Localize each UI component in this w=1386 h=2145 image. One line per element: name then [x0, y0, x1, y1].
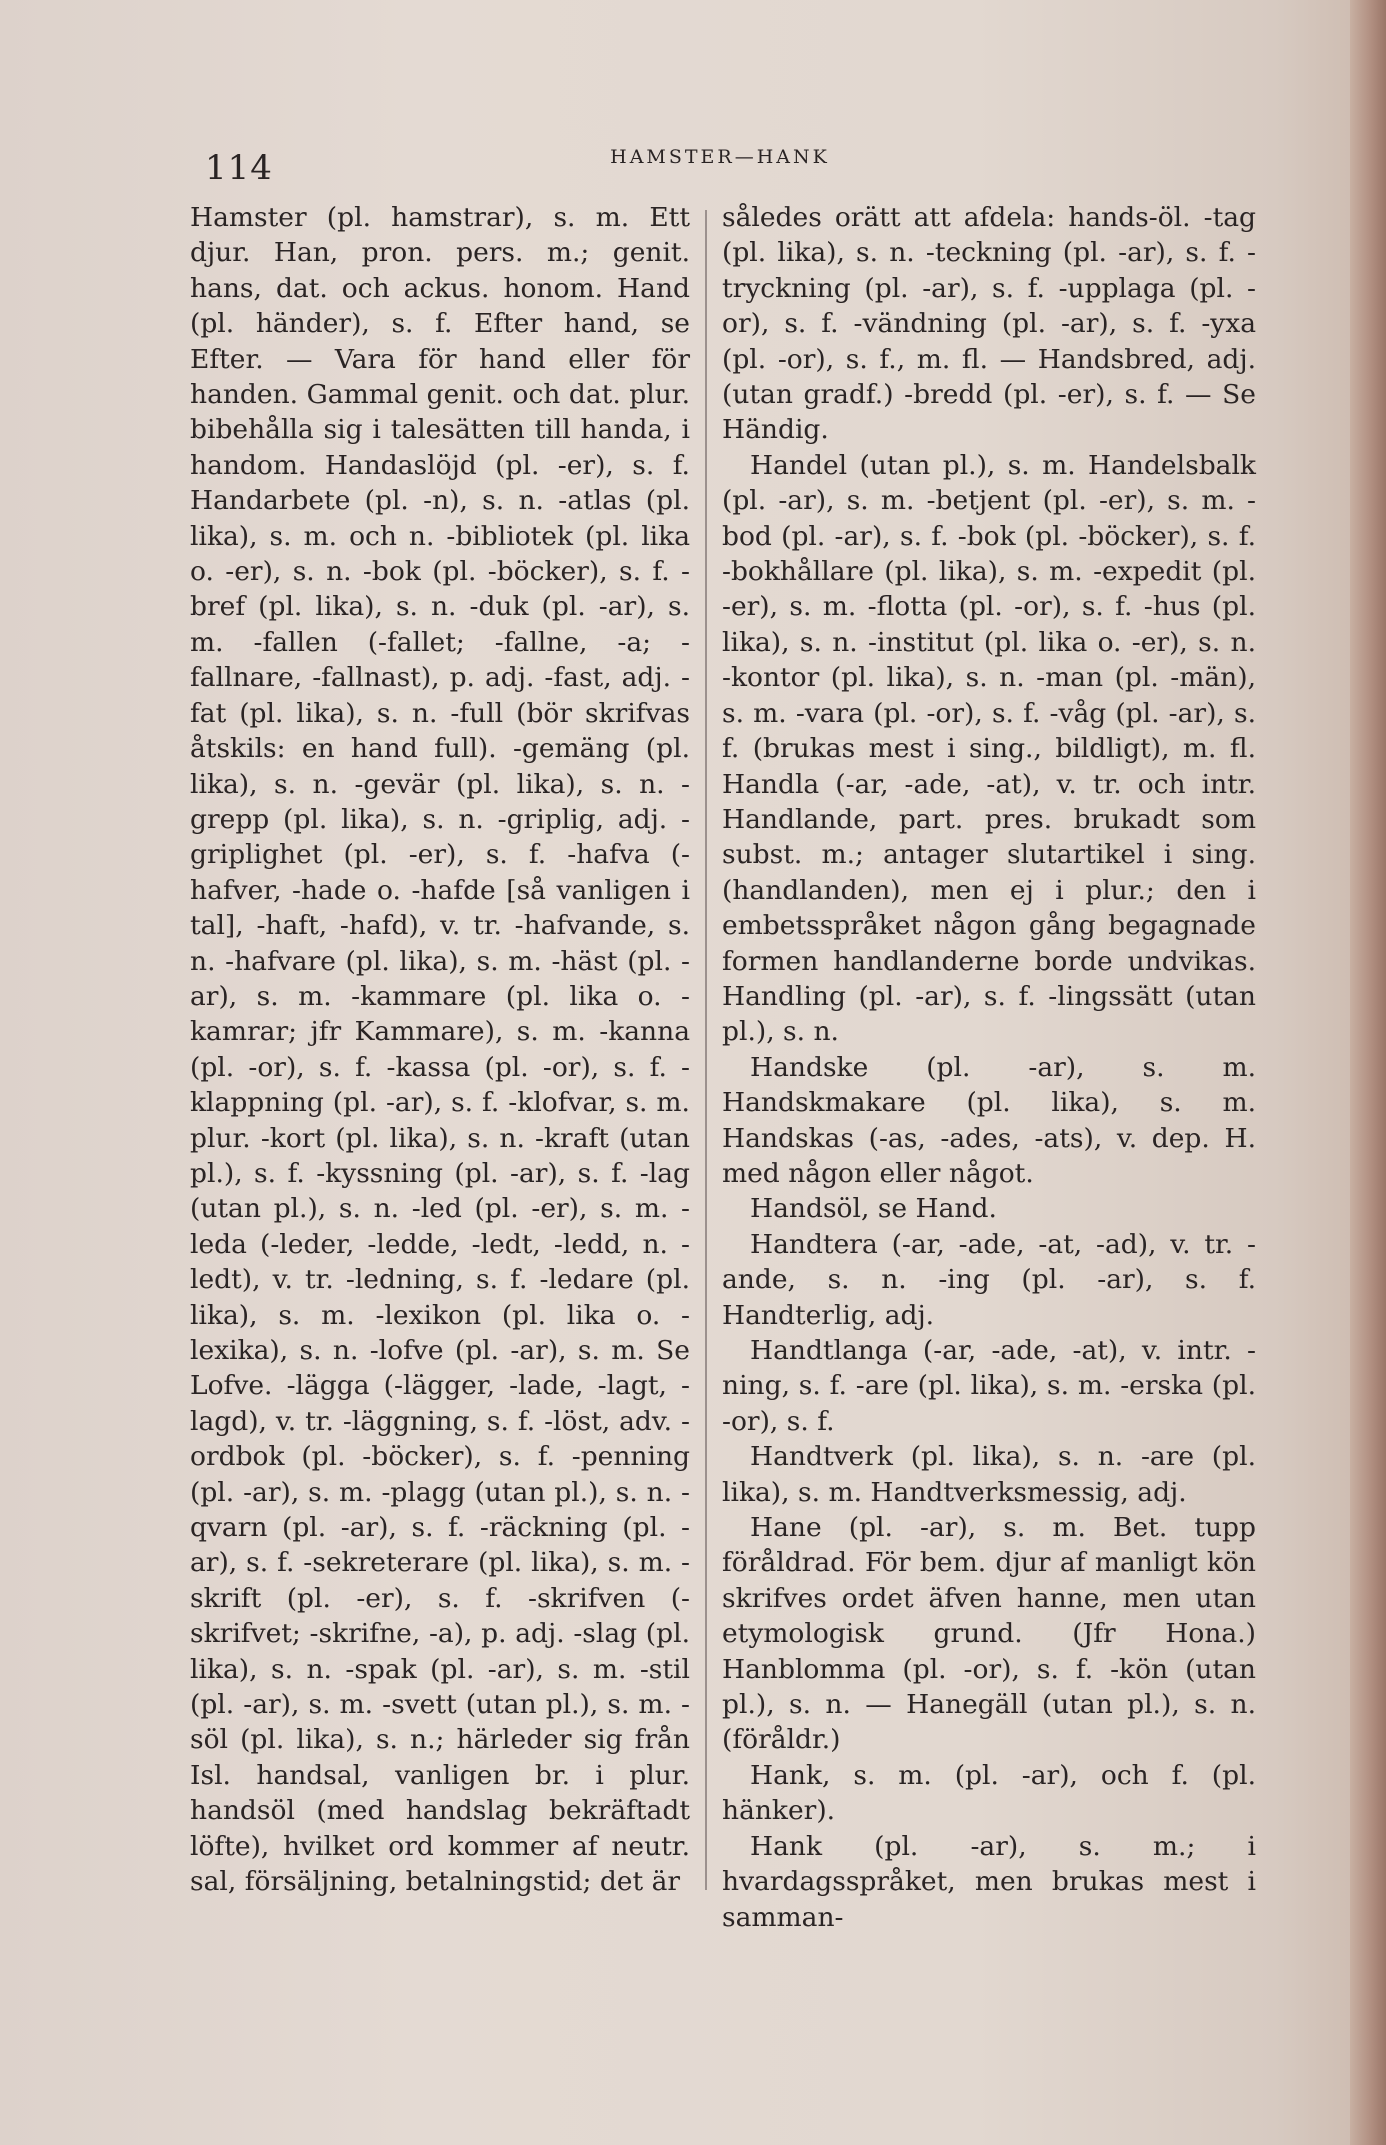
entry-hank-2: Hank (pl. -ar), s. m.; i hvardagsspråket, men brukas mest i samman-	[722, 1830, 1256, 1933]
left-column	[190, 200, 690, 1900]
entry-handtlanga: Handtlanga (-ar, -ade, -at), v. intr. -ning, s. f. -are (pl. lika), s. m. -erska (pl. -or), s. f.	[722, 1335, 1256, 1437]
entry-handsol: Handsöl, se Hand.	[750, 1193, 997, 1225]
entry-hank-1: Hank, s. m. (pl. -ar), och f. (pl. hänker).	[722, 1759, 1256, 1827]
page-edge	[1350, 0, 1386, 2145]
entry-continuation: således orätt att afdela: hands-öl. -tag (pl. lika), s. n. -teckning (pl. -ar), s. f. -tryckning (pl. -ar), s. f. -upplaga (pl. -or), s. f. -vändning (pl. -ar), s. f. -yxa (pl. -or), s. f., m. fl. — Handsbred, adj. (utan gradf.) -bredd (pl. -er), s. f. — Se Händig.	[722, 202, 1256, 446]
entry-handske: Handske (pl. -ar), s. m. Handskmakare (pl. lika), s. m. Handskas (-as, -ades, -ats), v. dep. H. med någon eller något.	[722, 1051, 1256, 1189]
entry-handel: Handel (utan pl.), s. m. Handelsbalk (pl. -ar), s. m. -betjent (pl. -er), s. m. -bod (pl. -ar), s. f. -bok (pl. -böcker), s. f. -bokhållare (pl. lika), s. m. -expedit (pl. -er), s. m. -flotta (pl. -or), s. f. -hus (pl. lika), s. n. -institut (pl. lika o. -er), s. n. -kontor (pl. lika), s. n. -man (pl. -män), s. m. -vara (pl. -or), s. f. -våg (pl. -ar), s. f. (brukas mest i sing., bildligt), m. fl. Handla (-ar, -ade, -at), v. tr. och intr. Handlande, part. pres. brukadt som subst. m.; antager slutartikel i sing. (handlanden), men ej i plur.; den i embetsspråket någon gång begagnade formen handlanderne borde undvikas. Handling (pl. -ar), s. f. -lingssätt (utan pl.), s. n.	[722, 449, 1256, 1048]
column-divider	[705, 210, 707, 1890]
page-number: 114	[205, 148, 273, 188]
dictionary-entries: Hamster (pl. hamstrar), s. m. Ett djur. Han, pron. pers. m.; genit. hans, dat. och ackus. honom. Hand (pl. händer), s. f. Efter hand, se Efter. — Vara för hand eller för handen. Gammal genit. och dat. plur. bibehålla sig i talesätten till handa, i handom. Handaslöjd (pl. -er), s. f. Handarbete (pl. -n), s. n. -atlas (pl. lika), s. m. och n. -bibliotek (pl. lika o. -er), s. n. -bok (pl. -böcker), s. f. -bref (pl. lika), s. n. -duk (pl. -ar), s. m. -fallen (-fallet; -fallne, -a; -fallnare, -fallnast), p. adj. -fast, adj. -fat (pl. lika), s. n. -full (bör skrifvas åtskils: en hand full). -gemäng (pl. lika), s. n. -gevär (pl. lika), s. n. -grepp (pl. lika), s. n. -griplig, adj. -griplighet (pl. -er), s. f. -hafva (-hafver, -hade o. -hafde [så vanligen i tal], -haft, -hafd), v. tr. -hafvande, s. n. -hafvare (pl. lika), s. m. -häst (pl. -ar), s. m. -kammare (pl. lika o. -kamrar; jfr Kammare), s. m. -kanna (pl. -or), s. f. -kassa (pl. -or), s. f. -klappning (pl. -ar), s. f. -klofvar, s. m. plur. -kort (pl. lika), s. n. -kraft (utan pl.), s. f. -kyssning (pl. -ar), s. f. -lag (utan pl.), s. n. -led (pl. -er), s. m. -leda (-leder, -ledde, -ledt, -ledd, n. -ledt), v. tr. -ledning, s. f. -ledare (pl. lika), s. m. -lexikon (pl. lika o. -lexika), s. n. -lofve (pl. -ar), s. m. Se Lofve. -lägga (-lägger, -lade, -lagt, -lagd), v. tr. -läggning, s. f. -löst, adv. -ordbok (pl. -böcker), s. f. -penning (pl. -ar), s. m. -plagg (utan pl.), s. n. -qvarn (pl. -ar), s. f. -räckning (pl. -ar), s. f. -sekreterare (pl. lika), s. m. -skrift (pl. -er), s. f. -skrifven (-skrifvet; -skrifne, -a), p. adj. -slag (pl. lika), s. n. -spak (pl. -ar), s. m. -stil (pl. -ar), s. m. -svett (utan pl.), s. m. -söl (pl. lika), s. n.; härleder sig från Isl. handsal, vanligen br. i plur. handsöl (med handslag bekräftadt löfte), hvilket ord kommer af neutr. sal, försäljning, betalningstid; det är	[190, 202, 690, 1898]
entry-hane: Hane (pl. -ar), s. m. Bet. tupp föråldrad. För bem. djur af manligt kön skrifves ordet äfven hanne, men utan etymologisk grund. (Jfr Hona.) Hanblomma (pl. -or), s. f. -kön (utan pl.), s. n. — Hanegäll (utan pl.), s. n. (föråldr.)	[722, 1512, 1256, 1756]
running-head: HAMSTER—HANK	[610, 146, 830, 168]
entry-handtera: Handtera (-ar, -ade, -at, -ad), v. tr. -ande, s. n. -ing (pl. -ar), s. f. Handterlig, adj.	[722, 1228, 1256, 1331]
entry-handtverk: Handtverk (pl. lika), s. n. -are (pl. lika), s. m. Handtverksmessig, adj.	[722, 1441, 1256, 1508]
right-column	[722, 200, 1256, 1935]
